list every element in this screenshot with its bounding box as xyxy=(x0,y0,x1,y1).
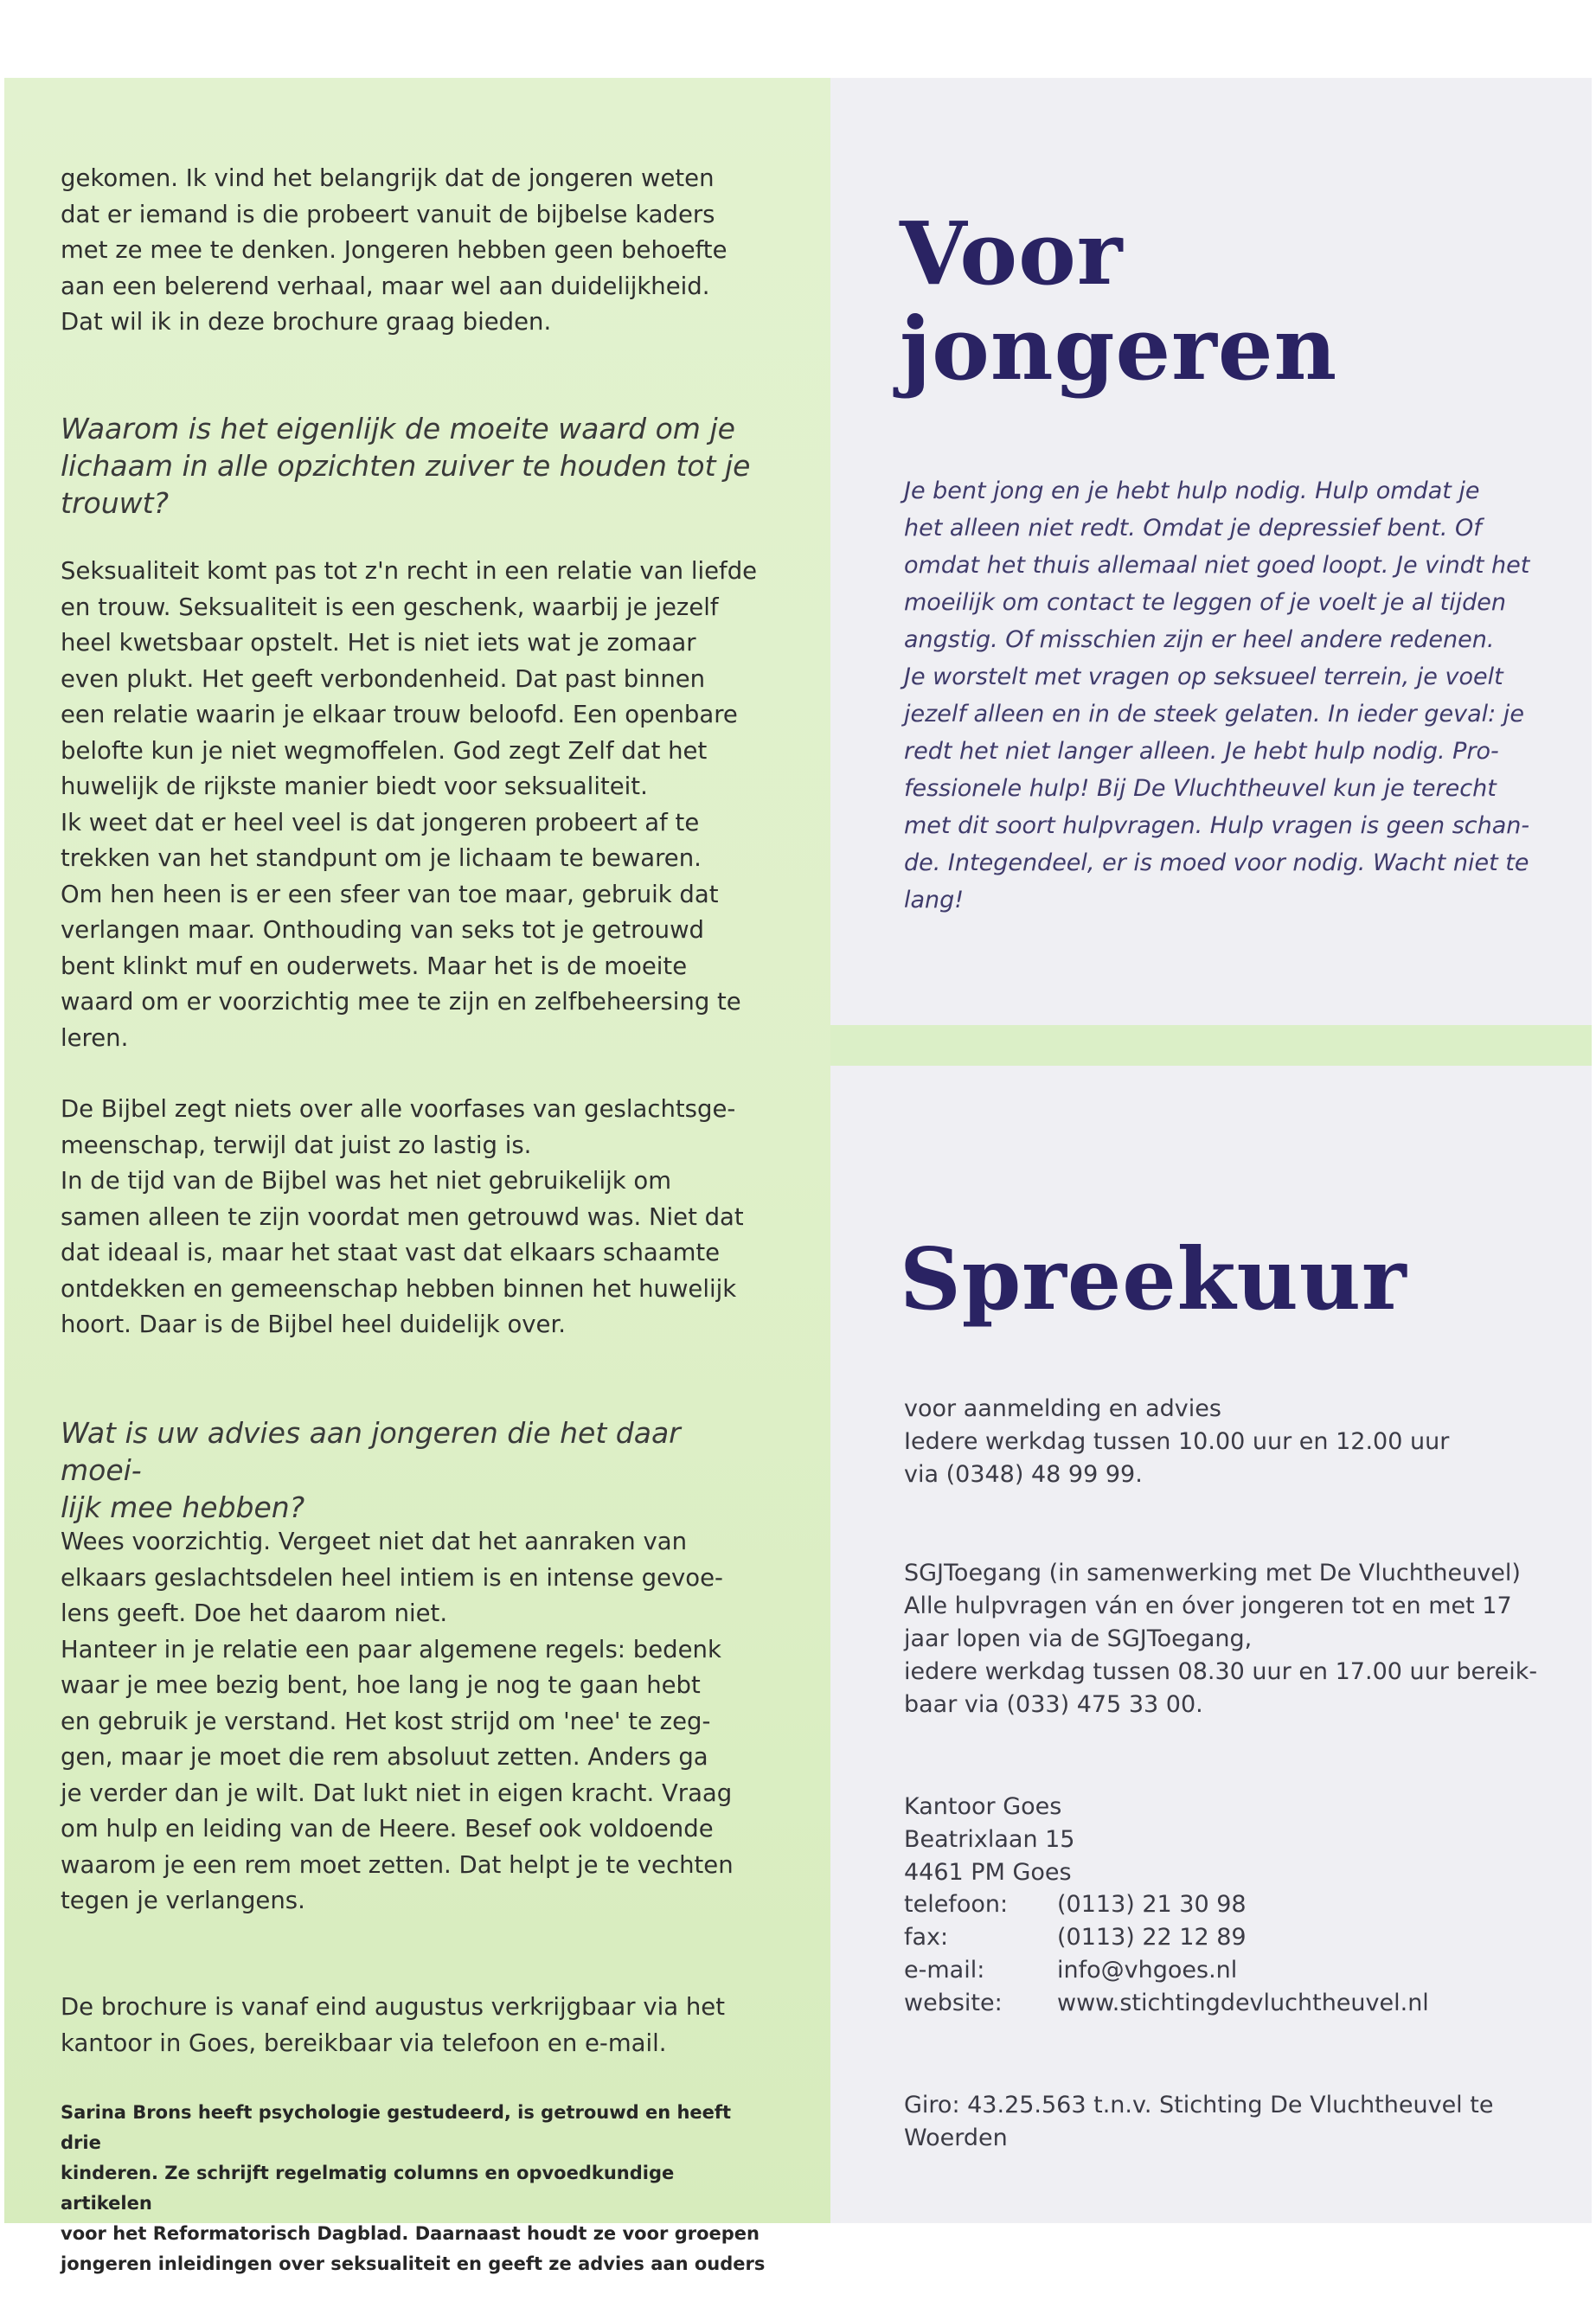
article-intro-block xyxy=(61,161,770,341)
fax-value: (0113) 22 12 89 xyxy=(1057,1924,1247,1951)
brochure-paragraph: De brochure is vanaf eind augustus verkrijgbaar via het kantoor in Goes, bereikbaar via telefoon en e-mail. xyxy=(61,1993,725,2057)
author-bio: Sarina Brons heeft psychologie gestudeerd, is getrouwd en heeft drie kinderen. Ze schrijft regelmatig columns en opvoedkundige artikelen voor het Reformatorisch Dagblad. Daarnaast houdt ze voor groepen jongeren inleidingen over seksualiteit en geeft ze advies aan ouders xyxy=(61,2102,766,2274)
panel-divider-strip xyxy=(830,1025,1592,1066)
phone-label: telefoon: xyxy=(904,1891,1009,1918)
phone-value: (0113) 21 30 98 xyxy=(1057,1891,1247,1918)
email-value: info@vhgoes.nl xyxy=(1057,1957,1238,1984)
office-city: 4461 PM Goes xyxy=(904,1859,1072,1886)
answer-1-block xyxy=(61,554,770,1056)
email-label: e-mail: xyxy=(904,1957,985,1984)
contact-row-email xyxy=(904,1954,1429,1987)
voor-jongeren-heading xyxy=(900,202,1338,400)
voor-jongeren-text: Je bent jong en je hebt hulp nodig. Hulp omdat je het alleen niet redt. Omdat je depressief bent. Of omdat het thuis allemaal niet goed loopt. Je vindt het moeilijk om contact te leggen of je voelt je al tijden angstig. Of misschien zijn er heel andere redenen. Je worstelt met vragen op seksueel terrein, je voelt jezelf alleen en in de steek gelaten. In ieder geval: je redt het niet langer alleen. Je hebt hulp nodig. Pro- fessionele hulp! Bij De Vluchtheuvel kun je terecht met dit soort hulpvragen. Hulp vragen is geen schan- de. Integendeel, er is moed voor nodig. Wacht niet te lang! xyxy=(904,478,1530,913)
contact-details xyxy=(904,1888,1429,2020)
office-address xyxy=(904,1791,1561,1889)
heading-line-2: jongeren xyxy=(900,298,1338,400)
answer-2-block xyxy=(61,1524,770,1920)
contact-row-phone xyxy=(904,1888,1429,1921)
question-1-block xyxy=(61,410,770,522)
website-label: website: xyxy=(904,1990,1003,2016)
spreekuur-heading: Spreekuur xyxy=(900,1230,1407,1330)
giro-info: Giro: 43.25.563 t.n.v. Stichting De Vluchtheuvel te Woerden xyxy=(904,2092,1494,2151)
article-intro-paragraph: gekomen. Ik vind het belangrijk dat de jongeren weten dat er iemand is die probeert vanuit de bijbelse kaders met ze mee te denken. Jongeren hebben geen behoefte aan een belerend verhaal, maar wel aan duidelijkheid. Dat wil ik in deze brochure graag bieden. xyxy=(61,164,727,336)
question-2-block xyxy=(61,1414,770,1526)
answer-1-paragraph: Seksualiteit komt pas tot z'n recht in een relatie van liefde en trouw. Seksualiteit is een geschenk, waarbij je jezelf heel kwetsbaar opstelt. Het is niet iets wat je zomaar even plukt. Het geeft verbondenheid. Dat past binnen een relatie waarin je elkaar trouw beloofd. Een openbare belofte kun je niet wegmoffelen. God zegt Zelf dat het huwelijk de rijkste manier biedt voor seksualiteit. Ik weet dat er heel veel is dat jongeren probeert af te trekken van het standpunt om je lichaam te bewaren. Om hen heen is er een sfeer van toe maar, gebruik dat verlangen maar. Onthouding van seks tot je getrouwd bent klinkt muf en ouderwets. Maar het is de moeite waard om er voorzichtig mee te zijn en zelfbeheersing te leren. xyxy=(61,557,758,1052)
question-1: Waarom is het eigenlijk de moeite waard om je lichaam in alle opzichten zuiver te houden tot je trouwt? xyxy=(61,412,751,520)
answer-1b-paragraph: De Bijbel zegt niets over alle voorfases van geslachtsge- meenschap, terwijl dat juist zo lastig is. In de tijd van de Bijbel was het niet gebruikelijk om samen alleen te zijn voordat men getrouwd was. Niet dat dat ideaal is, maar het staat vast dat elkaars schaamte ontdekken en gemeenschap hebben binnen het huwelijk hoort. Daar is de Bijbel heel duidelijk over. xyxy=(61,1095,744,1338)
contact-row-website xyxy=(904,1987,1429,2020)
heading-line-1: Voor xyxy=(900,202,1124,304)
sgj-toegang-info: SGJToegang (in samenwerking met De Vluchtheuvel) Alle hulpvragen ván en óver jongeren tot en met 17 jaar lopen via de SGJToegang, iedere werkdag tussen 08.30 uur en 17.00 uur bereik- baar via (033) 475 33 00. xyxy=(904,1560,1538,1718)
contact-row-fax xyxy=(904,1921,1429,1954)
office-name: Kantoor Goes xyxy=(904,1793,1062,1820)
question-2: Wat is uw advies aan jongeren die het daar moei- lijk mee hebben? xyxy=(61,1416,681,1524)
website-value: www.stichtingdevluchtheuvel.nl xyxy=(1057,1990,1429,2016)
office-street: Beatrixlaan 15 xyxy=(904,1826,1075,1853)
answer-1b-block xyxy=(61,1092,770,1343)
answer-2-paragraph: Wees voorzichtig. Vergeet niet dat het aanraken van elkaars geslachtsdelen heel intiem is en intense gevoe- lens geeft. Doe het daarom niet. Hanteer in je relatie een paar algemene regels: bedenk waar je mee bezig bent, hoe lang je nog te gaan hebt en gebruik je verstand. Het kost strijd om 'nee' te zeg- gen, maar je moet die rem absoluut zetten. Anders ga je verder dan je wilt. Dat lukt niet in eigen kracht. Vraag om hulp en leiding van de Heere. Besef ook voldoende waarom je een rem moet zetten. Dat helpt je te vechten tegen je verlangens. xyxy=(61,1528,734,1914)
spreekuur-hours: voor aanmelding en advies Iedere werkdag tussen 10.00 uur en 12.00 uur via (0348) 48 99 99. xyxy=(904,1395,1450,1488)
fax-label: fax: xyxy=(904,1924,949,1951)
brochure-block xyxy=(61,1990,770,2061)
author-bio-block xyxy=(61,2098,770,2279)
